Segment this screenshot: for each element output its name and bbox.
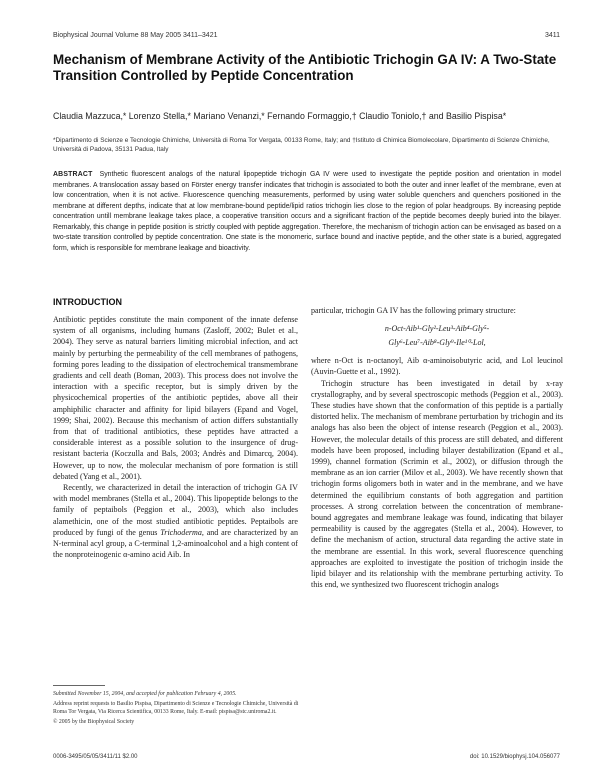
reprint-address: Address reprint requests to Basilio Pispisa, Dipartimento di Scienze e Tecnologie Chimiche, Università di Roma Tor Vergata, Via Ricerca Scientifica, 00133 Rome, Italy. E-mail: pispisa@stc.uniroma2.it. [53,701,299,715]
journal-citation: Biophysical Journal Volume 88 May 2005 3411–3421 [53,32,218,39]
column-left [53,314,298,560]
author-list: Claudia Mazzuca,* Lorenzo Stella,* Mariano Venanzi,* Fernando Formaggio,† Claudio Toniolo,† and Basilio Pispisa* [53,111,507,121]
genus-name: Trichoderma [160,527,202,537]
intro-paragraph-2-part-b: , and are characterized by an N-terminal acyl group, a C-terminal 1,2-aminoalcohol and a high content of the nonproteinogenic α-amino acid Aib. In [53,527,298,560]
submission-dates: Submitted November 15, 2004, and accepted for publication February 4, 2005. [53,691,237,697]
structure-intro: particular, trichogin GA IV has the following primary structure: [311,306,516,315]
intro-paragraph-3: Trichogin structure has been investigated in detail by x-ray crystallography, and by several spectroscopic methods (Peggion et al., 2003). These studies have shown that the conformation of this peptide is a partially distorted helix. The mechanism of membrane perturbation by trichogin and its analogs has also been the object of intense research (Peggion et al., 2003). However, the molecular details of this process are still debated, and different models have been proposed, including bilayer destabilization (Epand et al., 1999), channel formation (Scrimin et al., 2002), or diffusion through the membrane as an ion carrier (Milov et al., 2003). We have recently shown that trichogin forms oligomers both in water and in the membrane, and we have determined the equilibrium constants of both aggregation and partition processes. A strong correlation between the concentration of membrane-bound aggregates and membrane leakage was found, indicating that bilayer permeability is caused by the aggregates (Stella et al., 2004). However, to define the mechanism of action, structural data regarding the active state in the membrane are essential. In this work, several fluorescence quenching approaches are exploited to investigate the position of trichogin inside the lipid bilayer and its relationship with the membrane perturbing activity. To this end, we synthesized two fluorescent trichogin analogs [311,378,563,590]
page-footer [53,754,560,760]
formula-line-2: Gly⁶-Leu⁷-Aib⁸-Gly⁹-Ile¹⁰-Lol, [388,338,486,348]
intro-paragraph-1: Antibiotic peptides constitute the main component of the innate defense system of all organisms, including humans (Zasloff, 2002; Bulet et al., 2004). They serve as natural barriers limiting microbial infection, and act mainly by perturbing the permeability of the cell membranes of pathogens, forming pores leading to the dissipation of electrochemical transmembrane gradients and cell death (Boman, 2003). This process does not involve the interaction with a specific receptor, but is simply driven by the physicochemical properties of the antibiotic peptides, above all their amphiphilic character and affinity for lipid bilayers (Epand and Vogel, 1999; Shai, 2002). Because this mechanism of action differs substantially from that of traditional antibiotics, these peptides have attracted a considerable interest as a possible solution to the insurgence of drug-resistant bacteria (Koczulla and Bals, 2003; Andrès and Dimarcq, 2004). However, up to now, the molecular mechanism of pore formation is still debated (Yang et al., 2001). [53,315,298,481]
doi: doi: 10.1529/biophysj.104.056077 [469,754,560,760]
footnotes [53,690,303,728]
copyright: © 2005 by the Biophysical Society [53,719,135,725]
footnote-rule [53,685,105,686]
running-header [53,32,560,39]
intro-paragraph-2 [53,482,298,560]
affiliations: *Dipartimento di Scienze e Tecnologie Chimiche, Università di Roma Tor Vergata, 00133 Rome, Italy; and †Istituto di Chimica Biomolecolare, Dipartimento di Scienze Chimiche, Università di Padova, 35131 Padua, Italy [53,137,550,153]
page-number: 3411 [544,32,560,39]
primary-structure-formula [311,322,563,350]
article-title: Mechanism of Membrane Activity of the Antibiotic Trichogin GA IV: A Two-State Transition Controlled by Peptide Concentration [53,52,557,83]
issn-line: 0006-3495/05/05/3411/11 $2.00 [53,754,138,760]
abstract-label: ABSTRACT [53,171,93,178]
abstract [53,170,561,254]
column-right [311,305,563,590]
section-heading-introduction: INTRODUCTION [53,297,122,307]
abstract-text: Synthetic fluorescent analogs of the natural lipopeptide trichogin GA IV were used to investigate the peptide position and orientation in model membranes. A translocation assay based on Förster energy transfer indicates that trichogin is associated to both the outer and inner leaflet of the membrane, even at low concentration, when it is not active. Fluorescence quenching measurements, performed by using water soluble quenchers and quenchers positioned in the membrane at different depths, indicate that at low membrane-bound peptide/lipid ratios trichogin lies close to the region of polar headgroups. By increasing peptide concentration untill membrane leakage takes place, a cooperative transition occurs and a significant fraction of the peptide becomes deeply buried into the bilayer. Remarkably, this change in peptide position is strictly coupled with peptide aggregation. Therefore, the mechanism of trichogin action can be envisaged as based on a two-state transition controlled by peptide concentration. One state is the monomeric, surface bound and inactive peptide, and the other state is a buried, aggregated form, which is responsible for membrane leakage and bioactivity. [53,171,561,252]
formula-line-1: n-Oct-Aib¹-Gly²-Leu³-Aib⁴-Gly⁵- [384,324,490,334]
submission-note [53,690,303,698]
abbreviation-definitions: where n-Oct is n-octanoyl, Aib α-aminoisobutyric acid, and Lol leucinol (Auvin-Guette et al., 1992). [311,356,563,377]
intro-paragraph-2-part-a: Recently, we characterized in detail the interaction of trichogin GA IV with model membranes (Stella et al., 2004). This lipopeptide belongs to the family of peptaibols (Peggion et al., 2003), which also includes alamethicin, one of the most studied antibiotic peptides. Peptaibols are produced by fungi of the genus [53,483,298,537]
